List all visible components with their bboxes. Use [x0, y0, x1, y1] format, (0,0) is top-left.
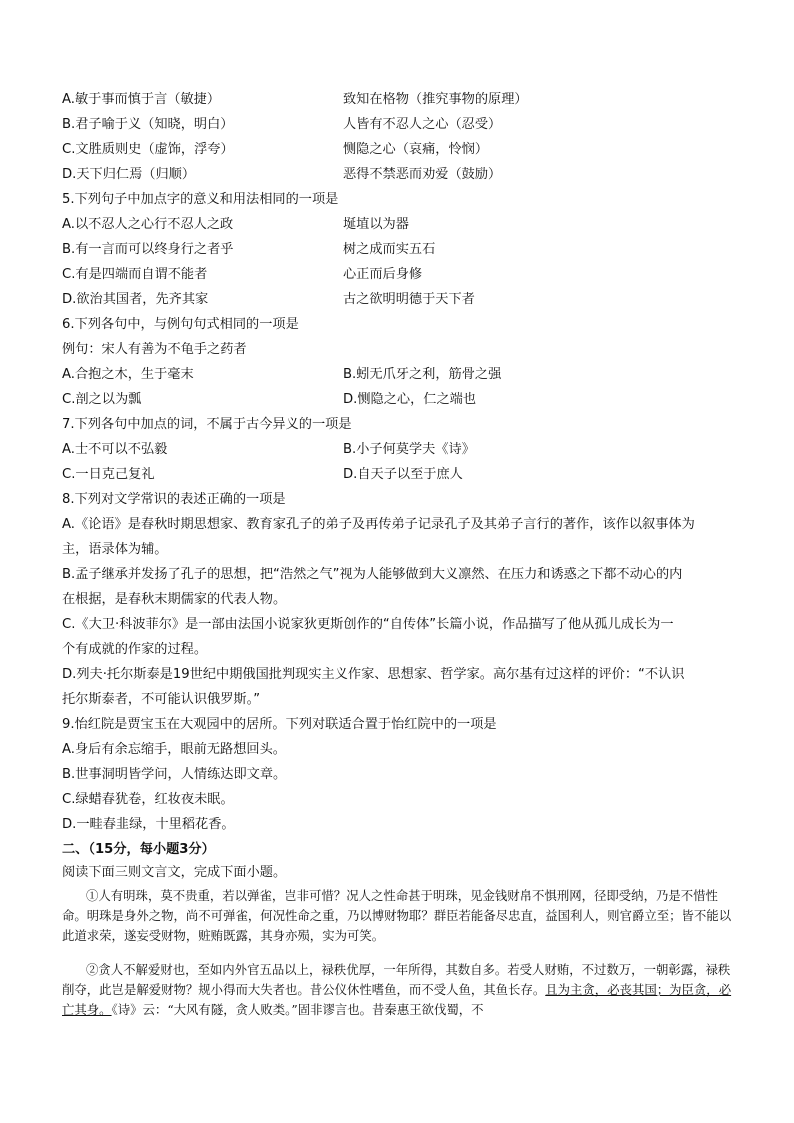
- q8-option-d-line1: D.列夫·托尔斯泰是19世纪中期俄国批判现实主义作家、思想家、哲学家。高尔基有过这样的评价：“不认识: [62, 667, 685, 682]
- q6-option-a: A.合抱之木，生于毫末: [62, 367, 194, 382]
- q4-option-b-pair: 人皆有不忍人之心（忍受）: [343, 117, 502, 132]
- q6-option-b: B.蚓无爪牙之利，筋骨之强: [343, 367, 502, 382]
- q6-option-c: C.剖之以为瓢: [62, 392, 142, 407]
- passage-2-text: ②贪人不解爱财也，至如内外官五品以上，禄秩优厚，一年所得，其数自多。若受人财贿，不过数万，一朝彰露，禄秩削夺，此岂是解爱财物？规小得而大失者也。昔公仪休性嗜鱼，而不受人鱼，其鱼长存。: [62, 962, 731, 997]
- q7-option-b: B.小子何莫学夫《诗》: [343, 442, 475, 457]
- passage-2-underlined: 且为主贪，必丧其国；为臣贪，必亡其身。: [62, 982, 732, 1017]
- q5-option-b: B.有一言而可以终身行之者乎: [62, 242, 234, 257]
- q4-option-c-pair: 恻隐之心（哀痛，怜悯）: [343, 142, 489, 157]
- q9-stem: 9.怡红院是贾宝玉在大观园中的居所。下列对联适合置于怡红院中的一项是: [62, 717, 497, 732]
- passage-2: [62, 960, 734, 1020]
- q5-option-a-pair: 埏埴以为器: [343, 217, 409, 232]
- q8-option-a-line2: 主，语录体为辅。: [62, 542, 168, 557]
- q5-option-c-pair: 心正而后身修: [343, 267, 423, 282]
- q5-stem: 5.下列句子中加点字的意义和用法相同的一项是: [62, 192, 339, 207]
- q9-option-d: D.一畦春韭绿，十里稻花香。: [62, 817, 235, 832]
- q8-option-d-line2: 托尔斯泰者，不可能认识俄罗斯。”: [62, 692, 261, 707]
- section-heading: 二、（15分，每小题3分）: [62, 842, 215, 857]
- q9-option-b: B.世事洞明皆学问，人情练达即文章。: [62, 767, 287, 782]
- q6-stem: 6.下列各句中，与例句句式相同的一项是: [62, 317, 299, 332]
- q8-option-c-line1: C.《大卫·科波菲尔》是一部由法国小说家狄更斯创作的“自传体”长篇小说，作品描写了他从孤儿成长为一: [62, 617, 674, 632]
- q8-option-b-line1: B.孟子继承并发扬了孔子的思想，把“浩然之气”视为人能够做到大义凛然、在压力和诱惑之下都不动心的内: [62, 567, 683, 582]
- q9-option-c: C.绿蜡春犹卷，红妆夜未眠。: [62, 792, 234, 807]
- q7-stem: 7.下列各句中加点的词，不属于古今异义的一项是: [62, 417, 352, 432]
- q4-option-d: D.天下归仁焉（归顺）: [62, 167, 196, 182]
- q4-option-a: A.敏于事而慎于言（敏捷）: [62, 92, 221, 107]
- q6-option-d: D.恻隐之心，仁之端也: [343, 392, 477, 407]
- q6-example: 例句：宋人有善为不龟手之药者: [62, 342, 247, 357]
- q5-option-c: C.有是四端而自谓不能者: [62, 267, 208, 282]
- q4-option-a-pair: 致知在格物（推究事物的原理）: [343, 92, 528, 107]
- q5-option-a: A.以不忍人之心行不忍人之政: [62, 217, 234, 232]
- q9-option-a: A.身后有余忘缩手，眼前无路想回头。: [62, 742, 286, 757]
- passage-2-text-cont: 《诗》云：“大风有隧，贪人败类。”固非谬言也。昔秦惠王欲伐蜀，不: [111, 1002, 484, 1017]
- q4-option-d-pair: 恶得不禁恶而劝爱（鼓励）: [343, 167, 502, 182]
- q4-option-c: C.文胜质则史（虚饰，浮夸）: [62, 142, 234, 157]
- q5-option-b-pair: 树之成而实五石: [343, 242, 436, 257]
- q7-option-d: D.自天子以至于庶人: [343, 467, 463, 482]
- q4-option-b: B.君子喻于义（知晓，明白）: [62, 117, 234, 132]
- section-intro: 阅读下面三则文言文，完成下面小题。: [62, 865, 287, 880]
- q8-stem: 8.下列对文学常识的表述正确的一项是: [62, 492, 286, 507]
- q5-option-d: D.欲治其国者，先齐其家: [62, 292, 209, 307]
- passage-1: ①人有明珠，莫不贵重，若以弹雀，岂非可惜？况人之性命甚于明珠，见金钱财帛不惧刑网，径即受纳，乃是不惜性命。明珠是身外之物，尚不可弹雀，何况性命之重，乃以博财物耶？群臣若能备尽忠直，益国利人，则官爵立至；皆不能以此道求荣，遂妄受财物，赃贿既露，其身亦殒，实为可笑。: [62, 888, 732, 943]
- q8-option-c-line2: 个有成就的作家的过程。: [62, 642, 208, 657]
- q7-option-c: C.一日克己复礼: [62, 467, 155, 482]
- q5-option-d-pair: 古之欲明明德于天下者: [343, 292, 475, 307]
- q8-option-a-line1: A.《论语》是春秋时期思想家、教育家孔子的弟子及再传弟子记录孔子及其弟子言行的著作，该作以叙事体为: [62, 517, 695, 532]
- q7-option-a: A.士不可以不弘毅: [62, 442, 168, 457]
- q8-option-b-line2: 在根据，是春秋末期儒家的代表人物。: [62, 592, 287, 607]
